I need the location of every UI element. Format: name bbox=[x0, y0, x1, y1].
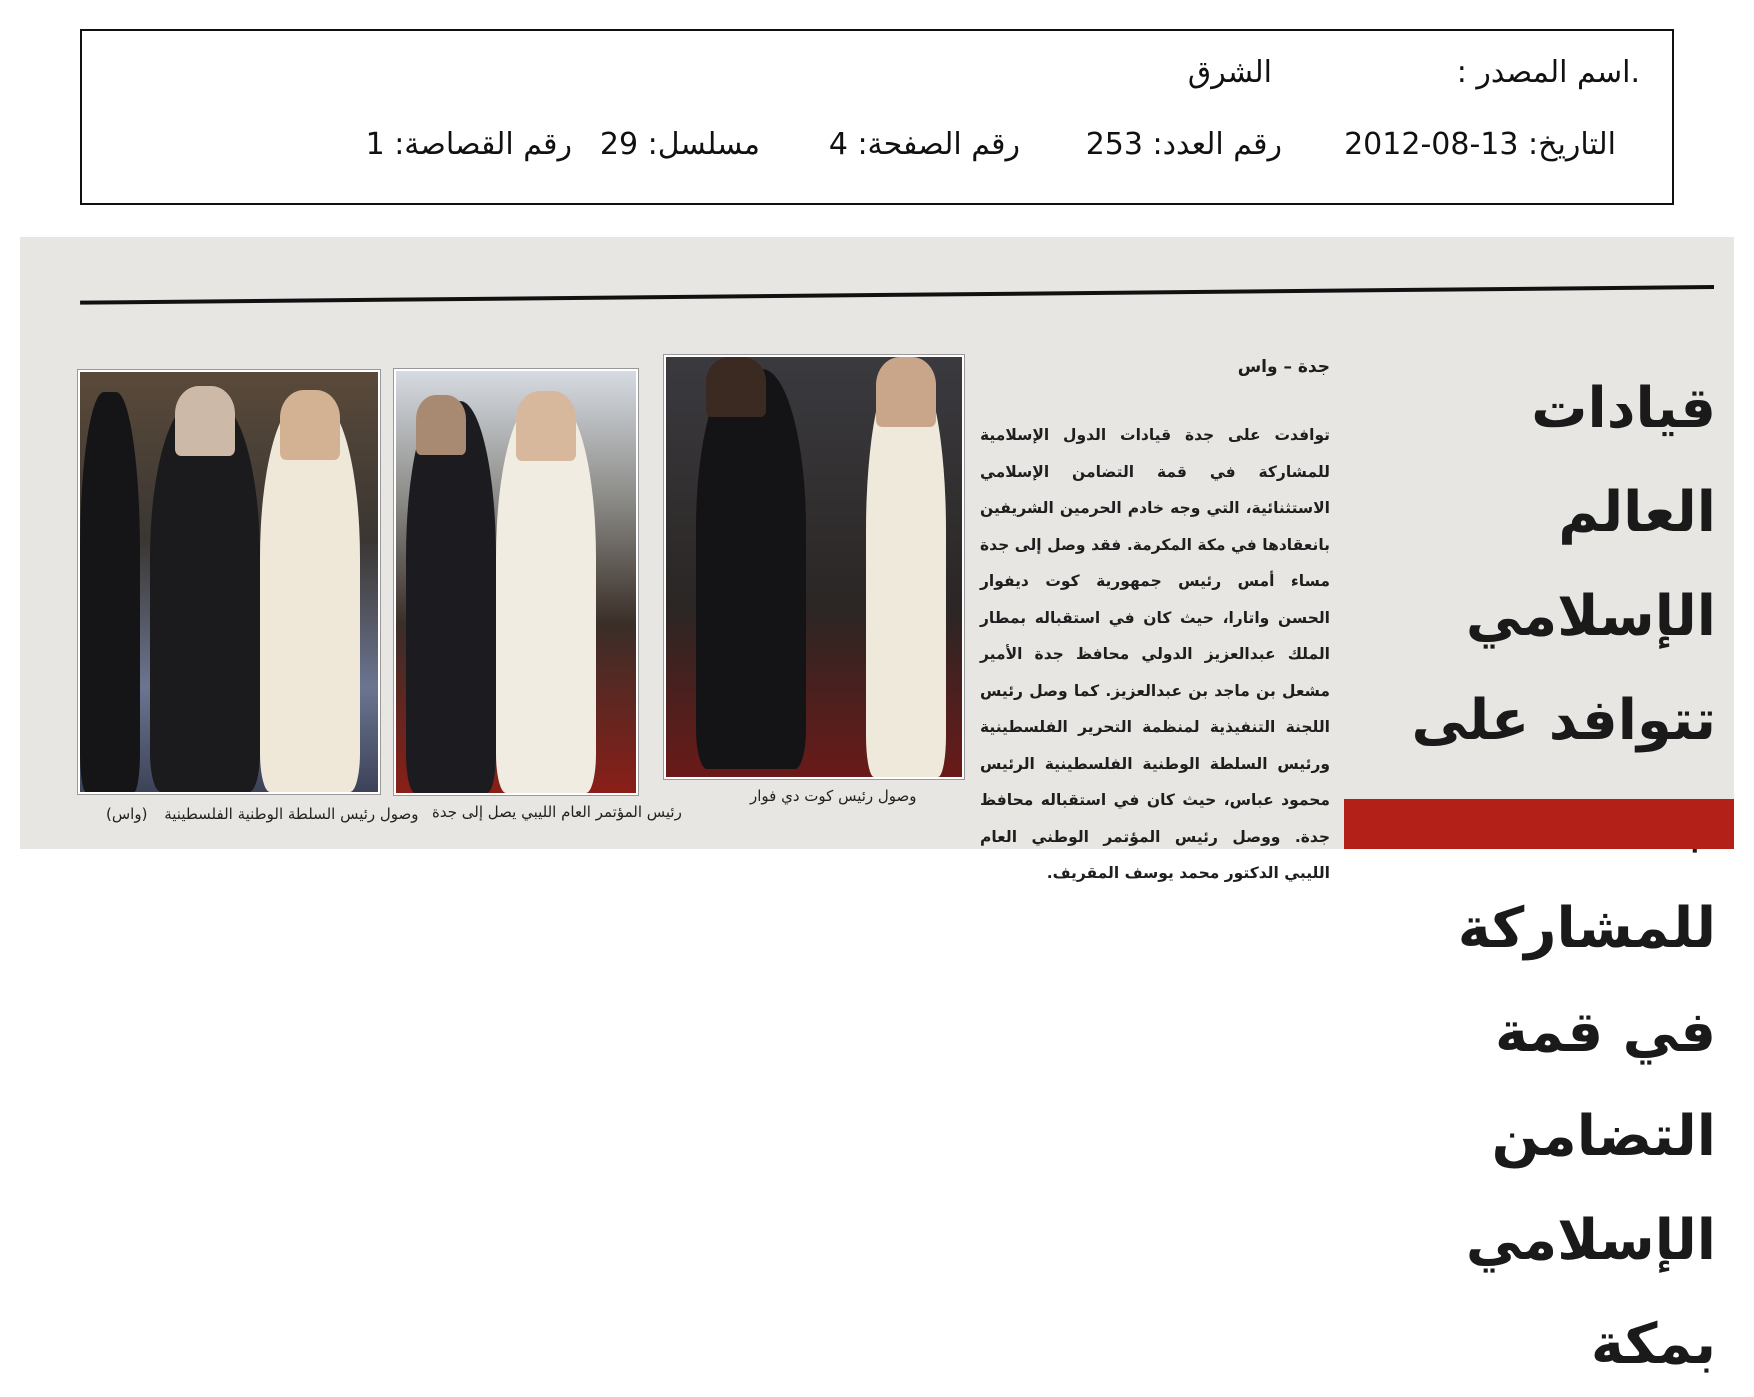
photo-libyan-congress-head bbox=[394, 369, 638, 795]
headline-block bbox=[1356, 357, 1716, 1397]
photo-cote-divoire-president bbox=[664, 355, 964, 779]
photo-caption-2: رئيس المؤتمر العام الليبي يصل إلى جدة bbox=[432, 803, 682, 821]
source-value: الشرق bbox=[1187, 55, 1272, 90]
photo-caption-3 bbox=[106, 805, 419, 823]
issue-field: رقم العدد: 253 bbox=[1085, 127, 1282, 162]
article-body: توافدت على جدة قيادات الدول الإسلامية للمشاركة في قمة التضامن الإسلامي الاستثنائية، التي وجه خادم الحرمين الشريفين بانعقادها في مكة المكرمة. فقد وصل إلى جدة مساء أمس رئيس جمهورية كوت ديفوار الحسن واتارا، حيث كان في استقباله بمطار الملك عبدالعزيز الدولي محافظ جدة الأمير مشعل بن ماجد بن عبدالعزيز. كما وصل رئيس اللجنة التنفيذية لمنظمة التحرير الفلسطينية ورئيس السلطة الوطنية الفلسطينية الرئيس محمود عباس، حيث كان في استقباله محافظ جدة. ووصل رئيس المؤتمر الوطني العام الليبي الدكتور محمد يوسف المقريف. bbox=[980, 426, 1330, 882]
photo-caption-1: وصول رئيس كوت دي فوار bbox=[750, 787, 917, 805]
photo-credit: (واس) bbox=[106, 805, 148, 823]
metadata-box bbox=[80, 29, 1674, 205]
date-field: التاريخ: 13-08-2012 bbox=[1344, 127, 1616, 162]
article-body-block bbox=[980, 357, 1330, 892]
serial-field: مسلسل: 29 bbox=[599, 127, 760, 162]
source-label: .اسم المصدر : bbox=[1456, 55, 1640, 90]
clip-number-field: رقم القصاصة: 1 bbox=[365, 127, 572, 162]
photo-caption-3-text: وصول رئيس السلطة الوطنية الفلسطينية bbox=[164, 805, 419, 823]
newspaper-clipping bbox=[20, 237, 1734, 1377]
page-field: رقم الصفحة: 4 bbox=[828, 127, 1020, 162]
red-banner-edge bbox=[1344, 799, 1734, 849]
photo-palestinian-president bbox=[78, 370, 380, 794]
article-dateline: جدة – واس bbox=[1237, 357, 1330, 377]
top-rule bbox=[80, 285, 1714, 305]
article-headline: قيادات العالم الإسلامي تتوافد على للمشاركة في قمة التضامن الإسلامي بمكة bbox=[1411, 376, 1716, 1377]
